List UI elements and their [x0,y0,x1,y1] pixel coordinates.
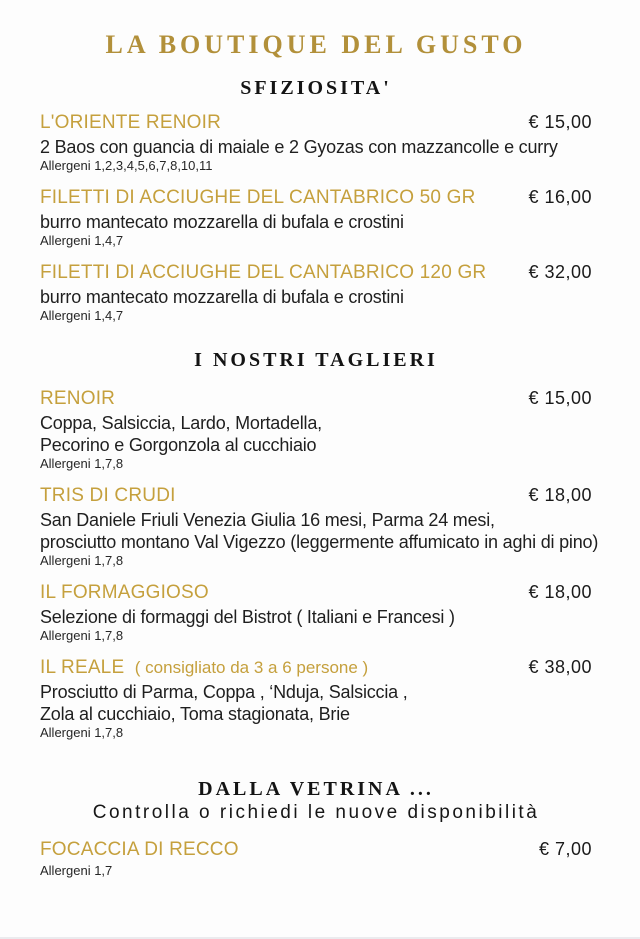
menu-item [40,185,592,249]
item-name-group [40,484,176,509]
item-price: € 15,00 [528,112,592,132]
item-allergens: Allergeni 1,4,7 [40,233,124,248]
item-name: FOCACCIA DI RECCO [40,839,239,860]
item-name-group [40,261,486,286]
section-heading: DALLA VETRINA ... [198,778,434,800]
section-vetrina [40,777,592,879]
item-description: San Daniele Friuli Venezia Giulia 16 mesi, Parma 24 mesi, [40,510,495,530]
menu-item [40,386,592,472]
item-header [40,655,592,681]
item-allergens: Allergeni 1,4,7 [40,308,124,323]
item-header [40,260,592,286]
item-description: prosciutto montano Val Vigezzo (leggermente affumicato in aghi di pino) [40,532,599,552]
item-name-group [40,838,239,863]
item-allergens: Allergeni 1,2,3,4,5,6,7,8,10,11 [40,158,213,173]
item-description: Pecorino e Gorgonzola al cucchiaio [40,435,317,455]
item-allergens: Allergeni 1,7,8 [40,725,124,740]
item-name: FILETTI DI ACCIUGHE DEL CANTABRICO 120 GR [40,262,487,283]
item-header [40,580,592,606]
item-price: € 15,00 [528,388,592,408]
item-name: FILETTI DI ACCIUGHE DEL CANTABRICO 50 GR [40,187,476,208]
item-header [40,837,592,863]
item-price: € 32,00 [528,262,592,282]
item-name: RENOIR [40,388,116,409]
item-name: L'ORIENTE RENOIR [40,112,222,133]
item-allergens: Allergeni 1,7,8 [40,456,124,471]
item-name-group [40,656,368,681]
item-description: Prosciutto di Parma, Coppa , ‘Nduja, Salsiccia , [40,682,408,702]
menu-item [40,837,592,879]
item-price: € 38,00 [528,657,592,677]
item-price: € 7,00 [538,839,592,859]
item-name-group [40,186,476,211]
menu-page [0,30,640,879]
menu-item [40,110,592,174]
section-sfiziosita [40,76,592,324]
item-description: Zola al cucchiaio, Toma stagionata, Brie [40,704,350,724]
section-subheading: Controlla o richiedi le nuove disponibilità [92,802,540,823]
item-header [40,386,592,412]
menu-item [40,483,599,569]
item-allergens: Allergeni 1,7,8 [40,628,124,643]
menu-item [40,580,592,644]
item-name-group [40,111,221,136]
section-heading: I NOSTRI TAGLIERI [194,349,438,371]
item-name: IL REALE [40,657,125,678]
section-heading: SFIZIOSITA' [240,77,392,99]
item-serving-note: ( consigliato da 3 a 6 persone ) [134,658,369,677]
item-description: Coppa, Salsiccia, Lardo, Mortadella, [40,413,322,433]
item-description: burro mantecato mozzarella di bufala e crostini [40,212,404,232]
item-price: € 16,00 [528,187,592,207]
item-header [40,110,592,136]
item-price: € 18,00 [528,485,592,505]
item-description: burro mantecato mozzarella di bufala e crostini [40,287,404,307]
section-taglieri [40,348,599,741]
item-description: 2 Baos con guancia di maiale e 2 Gyozas con mazzancolle e curry [40,137,558,157]
menu-item [40,260,592,324]
item-header [40,483,592,509]
item-price: € 18,00 [528,582,592,602]
item-description: Selezione di formaggi del Bistrot ( Italiani e Francesi ) [40,607,455,627]
item-allergens: Allergeni 1,7 [40,863,113,878]
item-name-group [40,387,115,412]
item-name: TRIS DI CRUDI [40,485,176,506]
item-name: IL FORMAGGIOSO [40,582,209,603]
menu-item [40,655,592,741]
item-header [40,185,592,211]
menu-title: LA BOUTIQUE DEL GUSTO [105,30,527,59]
item-allergens: Allergeni 1,7,8 [40,553,124,568]
item-name-group [40,581,209,606]
